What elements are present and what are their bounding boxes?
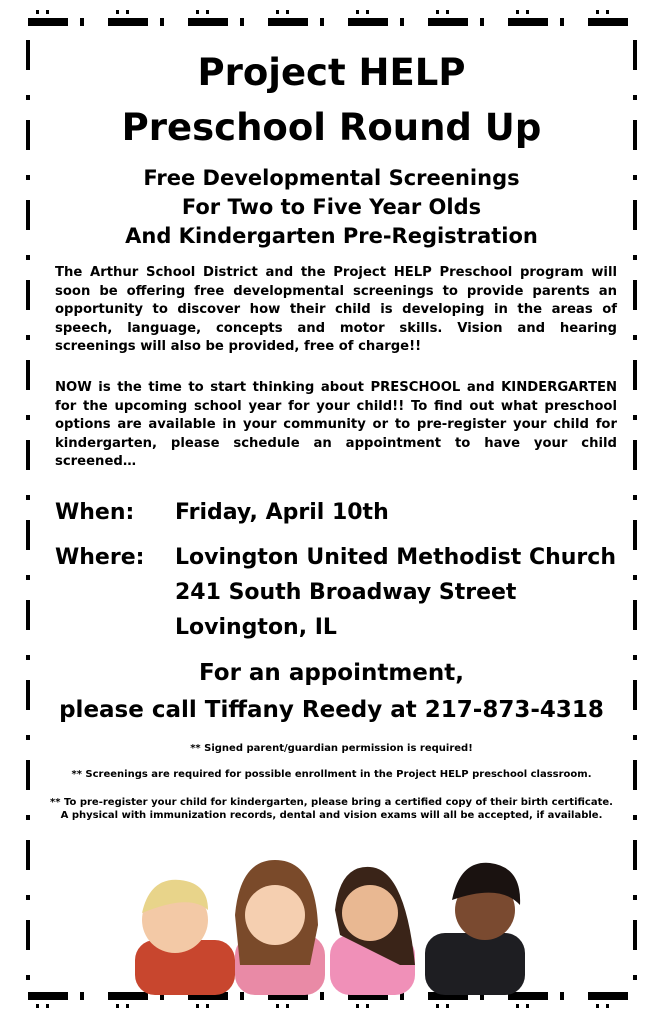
note-permission: ** Signed parent/guardian permission is required! [190,743,473,754]
child-4 [425,863,525,995]
child-1 [135,880,235,995]
child-3 [330,867,415,995]
where-line3: Lovington, IL [175,615,337,640]
where-line2: 241 South Broadway Street [175,580,517,605]
note-preregister: ** To pre-register your child for kindergarten, please bring a certified copy of their birth certificate. [50,797,613,808]
subtitle-line3: And Kindergarten Pre-Registration [125,224,538,248]
appointment-line2: please call Tiffany Reedy at 217-873-4318 [59,697,604,723]
subtitle-line1: Free Developmental Screenings [143,166,520,190]
title-line1: Project HELP [197,51,466,94]
children-photo [130,855,530,995]
top-border [28,18,635,26]
subtitle-line2: For Two to Five Year Olds [181,195,482,219]
note-screenings: ** Screenings are required for possible enrollment in the Project HELP preschool classroom. [71,769,592,780]
when-value: Friday, April 10th [175,500,389,525]
where-line1: Lovington United Methodist Church [175,545,616,570]
where-label: Where: [55,545,145,570]
subtitle [0,164,663,251]
child-2 [235,860,325,995]
note-physical: A physical with immunization records, dental and vision exams will all be accepted, if available. [60,810,603,821]
top-border-dots [28,10,635,14]
title-line2: Preschool Round Up [121,106,542,149]
flyer-title [0,45,663,155]
bottom-border-dots [28,1004,635,1008]
when-label: When: [55,500,135,525]
appointment-line1: For an appointment, [198,660,464,686]
now-paragraph: NOW is the time to start thinking about PRESCHOOL and KINDERGARTEN for the upcoming school year for your child!! To find out what preschool options are available in your community or to pre-register your child for kindergarten, please schedule an appointment to have your child screened… [55,380,617,469]
intro-paragraph: The Arthur School District and the Project HELP Preschool program will soon be offering free developmental screenings to provide parents an opportunity to discover how their child is developing in the areas of speech, language, concepts and motor skills. Vision and hearing screenings will also be provided, free of charge!! [55,265,617,354]
appointment [0,655,663,729]
